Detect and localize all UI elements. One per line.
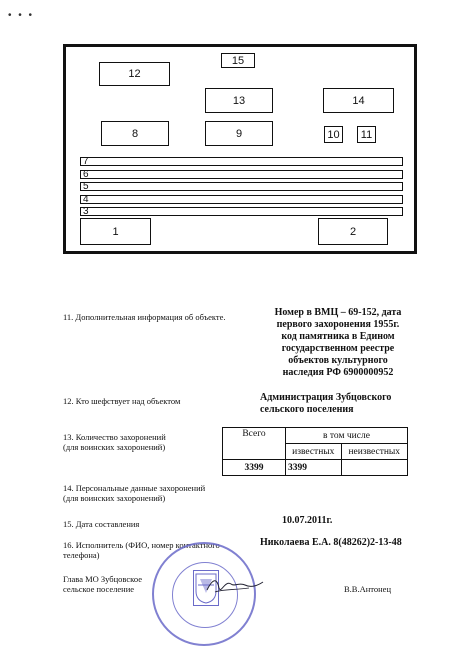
scheme-box-14: 14 <box>323 88 394 113</box>
scheme-strip-6: 6 <box>80 170 403 179</box>
scheme-box-13: 13 <box>205 88 273 113</box>
field-11-line: наследия РФ 6900000952 <box>282 367 394 378</box>
scheme-strip-3: 3 <box>80 207 403 216</box>
unknown-value <box>341 460 407 476</box>
signoff-position-line: Глава МО Зубцовское <box>63 574 142 584</box>
field-11-label: 11. Дополнительная информация об объекте. <box>63 312 226 322</box>
total-header: Всего <box>223 428 286 460</box>
scheme-box-12: 12 <box>99 62 170 86</box>
field-13-label <box>63 432 223 452</box>
scheme-strip-7: 7 <box>80 157 403 166</box>
field-12-value <box>258 392 418 416</box>
field-12-label: 12. Кто шефствует над объектом <box>63 396 181 406</box>
scheme-strip-5: 5 <box>80 182 403 191</box>
field-16-label-line: телефона) <box>63 550 100 560</box>
scheme-box-10: 10 <box>324 126 343 143</box>
field-11-line: код памятника в Едином <box>281 331 395 342</box>
group-header: в том числе <box>286 428 408 444</box>
burials-count-table <box>222 427 408 476</box>
scheme-box-11: 11 <box>357 126 376 143</box>
known-header: известных <box>286 444 342 460</box>
field-11-value <box>258 307 418 379</box>
signoff-name: В.В.Антонец <box>344 584 391 594</box>
scheme-box-2: 2 <box>318 218 388 245</box>
field-11-line: государственном реестре <box>281 343 395 354</box>
field-15-value: 10.07.2011г. <box>282 515 333 526</box>
corner-mark: • • • <box>8 10 35 21</box>
scheme-box-1: 1 <box>80 218 151 245</box>
scheme-box-8: 8 <box>101 121 169 146</box>
unknown-header: неизвестных <box>341 444 407 460</box>
field-15-label: 15. Дата составления <box>63 519 140 529</box>
signoff-position <box>63 574 203 594</box>
field-16-value: Николаева Е.А. 8(48262)2-13-48 <box>260 537 402 548</box>
total-value: 3399 <box>223 460 286 476</box>
signoff-position-line: сельское поселение <box>63 584 135 594</box>
scheme-strip-4: 4 <box>80 195 403 204</box>
field-12-line: Администрация Зубцовского <box>260 392 392 403</box>
field-11-line: Номер в ВМЦ – 69-152, дата <box>274 307 402 318</box>
scheme-box-9: 9 <box>205 121 273 146</box>
field-11-line: объектов культурного <box>288 355 388 366</box>
field-11-line: первого захоронения 1955г. <box>276 319 400 330</box>
field-14-label <box>63 483 253 503</box>
field-13-label-line: (для воинских захоронений) <box>63 442 166 452</box>
signature-icon <box>205 574 265 596</box>
field-14-label-line: (для воинских захоронений) <box>63 493 166 503</box>
field-13-label-line: 13. Количество захоронений <box>63 432 166 442</box>
known-value: 3399 <box>286 460 342 476</box>
field-16-label-line: 16. Исполнитель (ФИО, номер контактного <box>63 540 220 550</box>
field-12-line: сельского поселения <box>260 404 354 415</box>
scheme-box-15: 15 <box>221 53 255 68</box>
field-14-label-line: 14. Персональные данные захоронений <box>63 483 206 493</box>
